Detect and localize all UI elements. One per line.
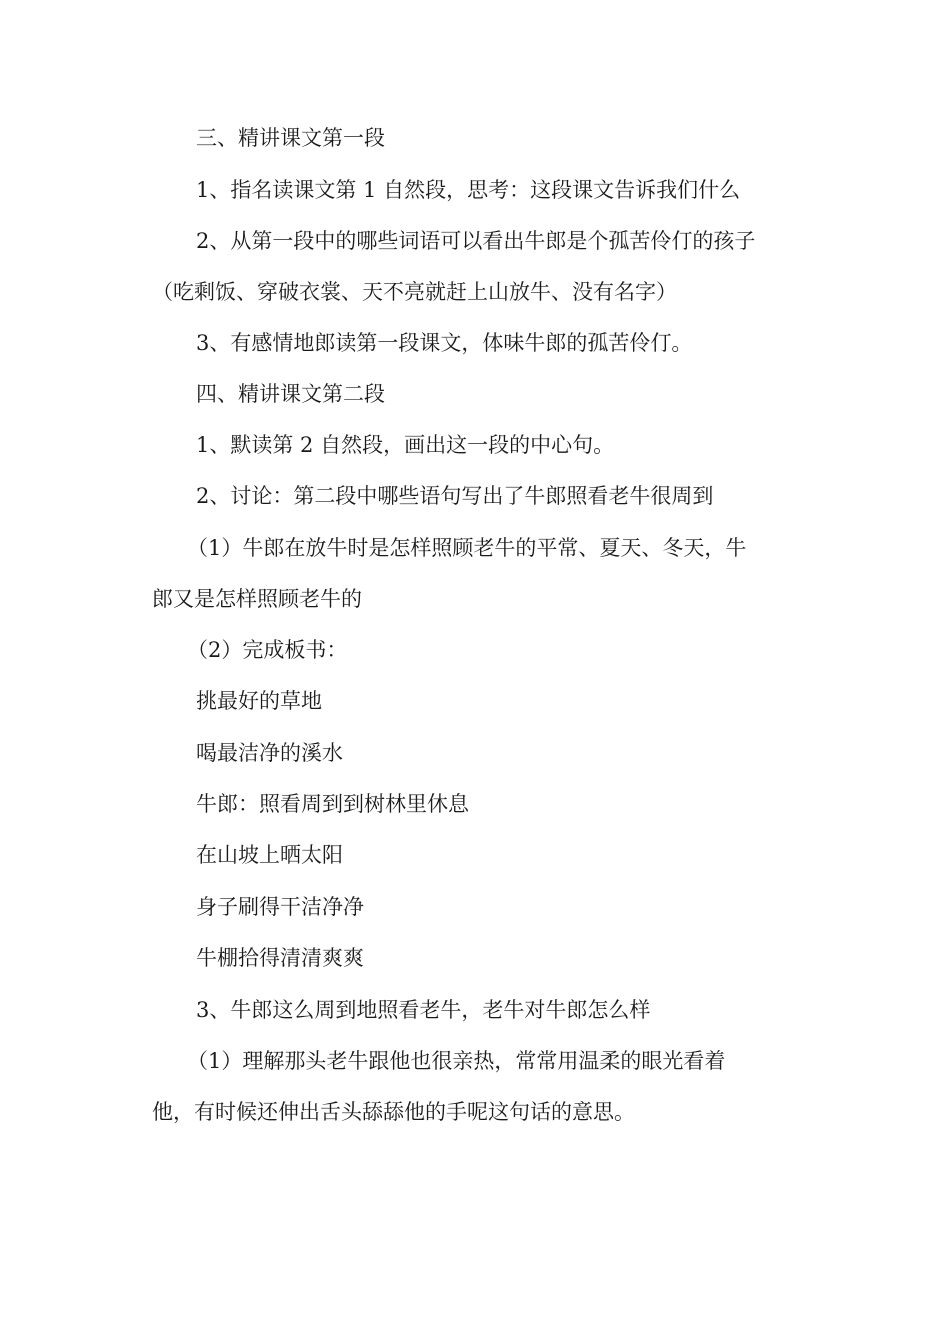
blackboard-line: 喝最洁净的溪水 bbox=[196, 741, 343, 765]
paragraph-line: 郎又是怎样照顾老牛的 bbox=[152, 587, 362, 611]
blackboard-line: 身子刷得干洁净净 bbox=[196, 895, 364, 919]
blackboard-line: 在山坡上晒太阳 bbox=[196, 843, 343, 867]
paragraph-line: 他，有时候还伸出舌头舔舔他的手呢这句话的意思。 bbox=[152, 1100, 635, 1124]
paragraph-line: 1、指名读课文第 1 自然段，思考：这段课文告诉我们什么 bbox=[196, 178, 741, 202]
blackboard-line: 牛郎：照看周到到树林里休息 bbox=[196, 792, 469, 816]
paragraph-line: 2、从第一段中的哪些词语可以看出牛郎是个孤苦伶仃的孩子 bbox=[196, 229, 756, 253]
section-heading-4: 四、精讲课文第二段 bbox=[196, 382, 385, 406]
paragraph-line: 3、牛郎这么周到地照看老牛，老牛对牛郎怎么样 bbox=[196, 998, 651, 1022]
paragraph-line: 2、讨论：第二段中哪些语句写出了牛郎照看老牛很周到 bbox=[196, 484, 714, 508]
blackboard-line: 挑最好的草地 bbox=[196, 689, 322, 713]
paragraph-line: 1、默读第 2 自然段，画出这一段的中心句。 bbox=[196, 433, 615, 457]
paragraph-line: （1）牛郎在放牛时是怎样照顾老牛的平常、夏天、冬天，牛 bbox=[187, 536, 747, 560]
blackboard-line: 牛棚拾得清清爽爽 bbox=[196, 946, 364, 970]
paragraph-line: 3、有感情地郎读第一段课文，体味牛郎的孤苦伶仃。 bbox=[196, 331, 693, 355]
paragraph-line: （1）理解那头老牛跟他也很亲热，常常用温柔的眼光看着 bbox=[187, 1049, 726, 1073]
section-heading-3: 三、精讲课文第一段 bbox=[196, 126, 385, 150]
paragraph-line: （2）完成板书： bbox=[187, 638, 348, 662]
paragraph-line: （吃剩饭、穿破衣裳、天不亮就赶上山放牛、没有名字） bbox=[152, 280, 677, 304]
